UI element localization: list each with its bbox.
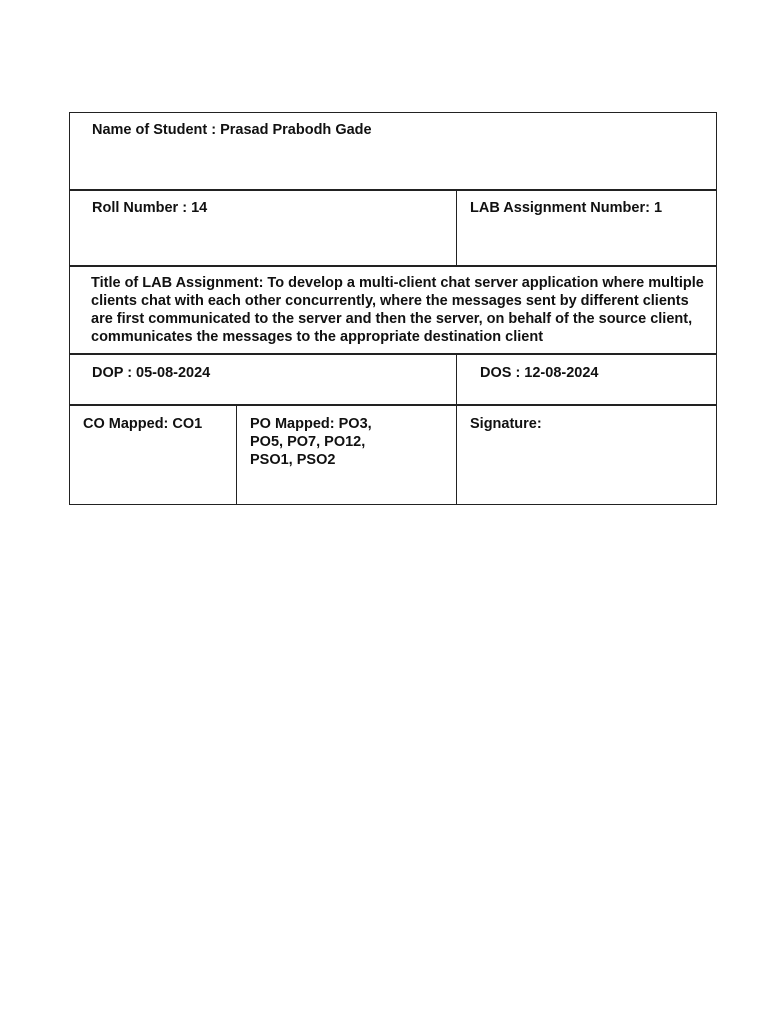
po-mapped: PO Mapped: PO3, PO5, PO7, PO12, PSO1, PSO2 xyxy=(236,406,456,504)
lab-assignment-number: LAB Assignment Number: 1 xyxy=(456,191,716,265)
signature-field: Signature: xyxy=(456,406,716,504)
student-name-row xyxy=(70,113,716,189)
roll-assignment-row xyxy=(70,189,716,265)
date-of-submission: DOS : 12-08-2024 xyxy=(456,355,716,404)
co-mapped: CO Mapped: CO1 xyxy=(83,416,203,432)
mapping-signature-row xyxy=(70,404,716,504)
roll-number: Roll Number : 14 xyxy=(92,200,208,216)
assignment-title-row xyxy=(70,265,716,353)
lab-assignment-cover-table xyxy=(69,112,717,505)
date-of-performance: DOP : 05-08-2024 xyxy=(92,365,211,381)
assignment-title: Title of LAB Assignment: To develop a multi-client chat server application where multiple clients chat with each other concurrently, where the messages sent by different clients are first communicated to the server and then the server, on behalf of the source client, communicates the messages to the appropriate destination client xyxy=(91,275,704,345)
student-name: Name of Student : Prasad Prabodh Gade xyxy=(92,122,372,138)
dates-row xyxy=(70,353,716,404)
